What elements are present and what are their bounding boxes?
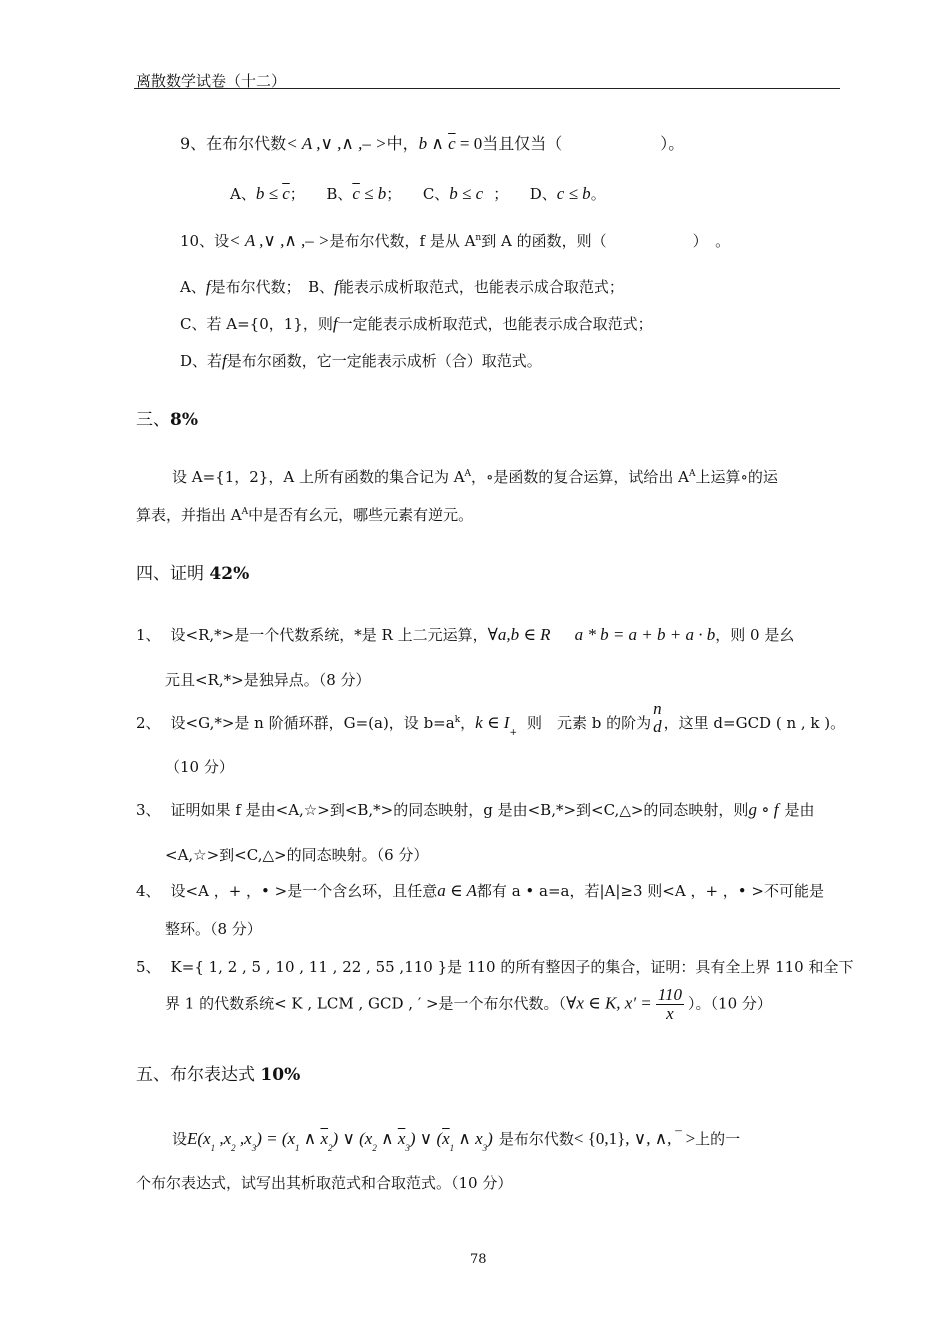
q9-option-a-label: A、 [230, 185, 256, 203]
proof-4-number: 4、 [136, 882, 161, 900]
proof-1-number: 1、 [136, 626, 161, 644]
q9-option-d-expr: c ≤ b [556, 184, 591, 203]
sec5-g-sub-5: 3 [482, 1143, 488, 1153]
sec5-f-sub-6: 2 [372, 1143, 377, 1153]
proof-4 [136, 880, 824, 901]
sec3-text-4: 算表，并指出 A [136, 506, 242, 524]
section-3-percent: 8% [170, 410, 198, 430]
q10-option-d-text-1: D、若 [180, 352, 223, 370]
q10-option-d [180, 350, 542, 371]
proof-1-line-2: 元且<R,*>是独异点。（8 分） [165, 671, 371, 689]
proof-2-text-3: ，这里 d=GCD ( n , k )。 [663, 714, 846, 732]
q10-option-a-text: 是布尔代数； B、 [210, 278, 335, 296]
sec5-text-2: 是布尔代数 [498, 1130, 574, 1148]
section-5-percent: 10% [260, 1065, 301, 1085]
section-3-line-2 [136, 504, 473, 525]
q9-option-b-label: B、 [326, 185, 353, 203]
q10-option-c-text-2: 一定能表示成析取范式，也能表示成合取范式； [337, 315, 653, 333]
q9-option-a-expr: b ≤ [255, 184, 283, 203]
proof-3-line-2: <A,☆>到<C,△>的同态映射。（6 分） [165, 846, 429, 864]
q10-option-b-f: f [334, 277, 339, 296]
q9-options [230, 183, 606, 204]
q9-option-c-expr: b ≤ c [449, 184, 484, 203]
sec3-text-1: 设 A={1，2}，A 上所有函数的集合记为 A [172, 468, 465, 486]
sec5-f-8-bar: $\overline{x}$ [397, 1129, 406, 1148]
proof-5-fraction-num: 110 [657, 985, 683, 1004]
page-header-title: 离散数学试卷（十二） [136, 72, 287, 90]
proof-2-text: 设<G,*>是 n 阶循环群，G=(a)，设 b=a [170, 714, 455, 732]
sec5-f-3-bar: $\overline{x}$ [320, 1129, 329, 1148]
sec5-algebra: < {0,1}, ∨, ∧, ‾ > [573, 1129, 696, 1148]
sec5-text-3: 上的一 [695, 1130, 741, 1148]
sec5-f-sub-4: 2 [328, 1143, 333, 1153]
sec3-sup-3: A [241, 507, 249, 517]
sec5-g-1: ) ∨ ( [409, 1129, 443, 1148]
proof-2-formula: k ∈ I [475, 713, 510, 732]
sec5-f-2: ∧ [299, 1129, 321, 1148]
section-4-label: 四、证明 [136, 564, 204, 584]
q9-option-d-label: D、 [529, 185, 557, 203]
proof-3-formula: g ∘ f [748, 800, 779, 819]
q9-option-b-end: ； [386, 185, 402, 203]
sec5-g-2-bar: $\overline{x}$ [442, 1129, 450, 1148]
q9-option-a-cbar: $\overline{c}$ [282, 184, 290, 203]
proof-2-sub-plus: + [509, 728, 518, 738]
sec5-e-sub-2: 2 [231, 1143, 236, 1153]
proof-4-text: 设<A ，+ ，• >是一个含幺环，且任意 [170, 882, 438, 900]
q9-text-2: 中， [386, 134, 419, 153]
q10-text-3: 到 A 的函数，则（ [481, 232, 607, 250]
sec3-text-2: ，∘是函数的复合运算，试给出 A [471, 468, 690, 486]
proof-5-text-2: 界 1 的代数系统< K , LCM , GCD , ′ >是一个布尔代数。（ [165, 994, 567, 1013]
sec5-f-sub-9: 3 [405, 1143, 410, 1153]
sec5-text-1: 设 [172, 1130, 188, 1148]
proof-2-line-2: （10 分） [165, 758, 234, 776]
section-5-label: 五、布尔表达式 [136, 1065, 255, 1085]
q10-text-4: ） 。 [692, 232, 731, 250]
proof-2-sup-k: k [454, 715, 461, 725]
proof-3-number: 3、 [136, 801, 161, 819]
proof-2-comma: ， [460, 714, 476, 732]
section-4-title [136, 559, 249, 584]
proof-2-fraction-num: n [653, 699, 662, 718]
sec5-g-sub-3: 1 [449, 1143, 455, 1153]
proof-5-fraction [656, 986, 684, 1023]
proof-5-line-2 [165, 986, 772, 1023]
proof-4-formula: a ∈ A [437, 881, 477, 900]
q9-expr-c-bar: $\overline{c}$ [448, 134, 456, 153]
sec5-e-4: ) = (x [256, 1129, 296, 1148]
sec5-e-2: ,x [215, 1129, 232, 1148]
proof-5-formula: ∀x ∈ K, x′ = [566, 993, 652, 1013]
q9-text-1: 9、在布尔代数 [180, 134, 287, 153]
q9-option-c-end: ； [493, 185, 509, 203]
proof-1-text: 设<R,*>是一个代数系统，*是 R 上二元运算， [170, 626, 488, 644]
sec5-f-5: ) ∨ (x [332, 1129, 373, 1148]
sec5-f-sub-1: 1 [295, 1143, 300, 1153]
sec3-sup-1: A [464, 469, 472, 479]
sec5-e-1: E(x [187, 1129, 211, 1148]
proof-3-text-end: 是由 [784, 801, 815, 819]
proof-4-line-2: 整环。（8 分） [165, 920, 262, 938]
q9-text-4: ）。 [660, 134, 685, 153]
sec5-e-sub-1: 1 [210, 1143, 216, 1153]
sec3-sup-2: A [689, 469, 696, 479]
q9-option-d-end: 。 [590, 185, 606, 203]
q9-expr-b: b ∧ [418, 134, 449, 153]
sec3-text-5: 中是否有幺元，哪些元素有逆元。 [248, 506, 474, 524]
q9-option-b-cbar: $\overline{c}$ [352, 184, 360, 203]
proof-1-formula-1: ∀a,b ∈ R [487, 625, 551, 644]
proof-5-number: 5、 [136, 958, 161, 976]
proof-1-formula-2: a * b = a + b + a · b [574, 625, 716, 644]
page-number: 78 [470, 1252, 487, 1267]
q10-option-a-f: f [205, 277, 211, 296]
section-5-line-1 [172, 1128, 740, 1153]
sec3-text-3: 上运算∘的运 [695, 468, 778, 486]
q10-option-c-f: f [332, 314, 338, 333]
proof-1-text-end: ，则 0 是幺 [715, 626, 795, 644]
section-3-line-1 [172, 466, 778, 487]
q10-sup-n: n [475, 233, 482, 243]
proof-4-text-end: 都有 a • a=a，若|A|≥3 则<A ，+ ，• >不可能是 [476, 882, 824, 900]
q10-option-b-text: 能表示成析取范式，也能表示成合取范式； [338, 278, 624, 296]
proof-3 [136, 799, 815, 820]
q9-expr-eq: = 0 [455, 134, 483, 153]
header-rule [134, 88, 840, 89]
q10-option-a-label: A、 [180, 278, 206, 296]
sec5-e-3: ,x [235, 1129, 252, 1148]
proof-2-fraction [651, 700, 664, 736]
q10-option-d-text-2: 是布尔函数，它一定能表示成析（合）取范式。 [226, 352, 542, 370]
sec5-f-7: ∧ [376, 1129, 398, 1148]
q10-text-2: 是布尔代数，f 是从 A [329, 232, 476, 250]
q10-text-1: 10、设 [180, 232, 230, 250]
proof-5-fraction-den: x [666, 1004, 674, 1023]
proof-2-text-2: 则 元素 b 的阶为 [527, 714, 652, 732]
q10-option-ab [180, 276, 624, 297]
q10-option-c [180, 313, 653, 334]
q9-option-b-expr: ≤ b [359, 184, 387, 203]
proof-2 [136, 699, 846, 738]
proof-2-fraction-den: d [653, 717, 662, 736]
sec5-expression [187, 1129, 493, 1153]
sec5-g-4: ∧ x [454, 1129, 483, 1148]
q9-option-c-label: C、 [422, 185, 450, 203]
q10-option-c-text-1: C、若 A={0，1}，则 [180, 315, 333, 333]
sec5-g-6: ) [487, 1129, 493, 1148]
sec5-e-sub-3: 3 [251, 1143, 257, 1153]
proof-5-text-3: ）。（10 分） [688, 994, 772, 1013]
question-9 [180, 131, 684, 154]
q9-text-3: 当且仅当（ [482, 134, 563, 153]
proof-3-text: 证明如果 f 是由<A,☆>到<B,*>的同态映射，g 是由<B,*>到<C,△>的同态映射，则 [170, 801, 749, 819]
q9-option-a-end: ； [289, 185, 305, 203]
proof-1 [136, 624, 794, 645]
section-5-line-2: 个布尔表达式，试写出其析取范式和合取范式。（10 分） [136, 1174, 513, 1192]
proof-5 [136, 956, 853, 977]
question-10 [180, 230, 730, 251]
section-4-percent: 42% [209, 564, 250, 584]
proof-2-number: 2、 [136, 714, 161, 732]
q10-option-d-f: f [222, 351, 227, 370]
section-5-title [136, 1060, 300, 1085]
proof-5-text: K={ 1, 2 , 5 , 10 , 11 , 22 , 55 ,110 }是 110 的所有整因子的集合，证明：具有全上界 110 和全下 [170, 958, 854, 976]
q9-algebra: < A ,∨ ,∧ ,– > [286, 134, 387, 153]
q10-algebra: < A ,∨ ,∧ ,– > [229, 231, 330, 250]
section-3-label: 三、 [136, 410, 170, 430]
section-3-title [136, 405, 198, 430]
